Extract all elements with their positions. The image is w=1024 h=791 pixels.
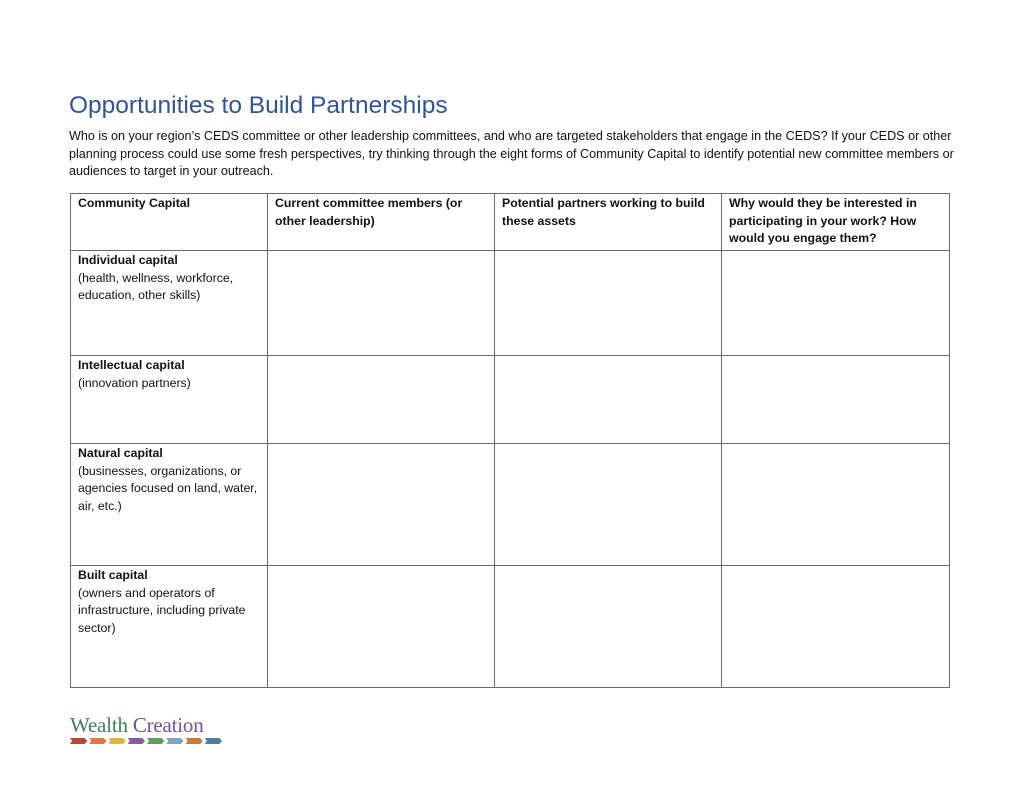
community-capital-table [70,193,950,688]
header-potential-partners: Potential partners working to build these assets [495,194,722,251]
logo-arrow-segment [109,738,126,744]
cell-potential-partners[interactable] [495,566,722,688]
header-why-interested: Why would they be interested in participating in your work? How would you engage them? [722,194,950,251]
logo-arrow-segment [128,738,145,744]
row-title: Intellectual capital [78,358,185,372]
row-label-built-capital [71,566,268,688]
table-row [71,356,950,444]
header-community-capital: Community Capital [71,194,268,251]
cell-why-interested[interactable] [722,251,950,356]
logo-arrow-segment [205,738,222,744]
cell-potential-partners[interactable] [495,251,722,356]
cell-potential-partners[interactable] [495,444,722,566]
logo-arrow-segment [89,738,106,744]
logo-word-creation: Creation [132,713,204,737]
row-description: (owners and operators of infrastructure, including private sector) [78,585,246,635]
logo-wordmark [70,714,222,736]
row-title: Built capital [78,568,148,582]
row-description: (businesses, organizations, or agencies focused on land, water, air, etc.) [78,463,258,513]
row-description: (health, wellness, workforce, education, other skills) [78,270,234,302]
row-label-natural-capital [71,444,268,566]
cell-current-members[interactable] [268,566,495,688]
intro-paragraph: Who is on your region’s CEDS committee or other leadership committees, and who are targeted stakeholders that engage in the CEDS? If your CEDS or other planning process could use some fresh perspectives, try thinking through the eight forms of Community Capital to identify potential new committee members or audiences to target in your outreach. [69,129,954,178]
row-description: (innovation partners) [78,375,191,390]
header-current-committee-members: Current committee members (or other leadership) [268,194,495,251]
logo-arrow-segment [70,738,87,744]
logo-arrow-segment [166,738,183,744]
table-header-row [71,194,950,251]
page-title: Opportunities to Build Partnerships [69,92,448,119]
row-label-individual-capital [71,251,268,356]
cell-why-interested[interactable] [722,444,950,566]
row-label-intellectual-capital [71,356,268,444]
logo-word-wealth: Wealth [70,713,128,737]
table-row [71,251,950,356]
wealth-creation-logo [70,714,222,746]
table-row [71,444,950,566]
cell-potential-partners[interactable] [495,356,722,444]
logo-arrow-segment [147,738,164,744]
row-title: Natural capital [78,446,163,460]
cell-why-interested[interactable] [722,566,950,688]
cell-why-interested[interactable] [722,356,950,444]
cell-current-members[interactable] [268,251,495,356]
cell-current-members[interactable] [268,356,495,444]
table-row [71,566,950,688]
cell-current-members[interactable] [268,444,495,566]
row-title: Individual capital [78,253,178,267]
logo-arrow-segment [186,738,203,744]
logo-arrow-bar [70,738,222,744]
